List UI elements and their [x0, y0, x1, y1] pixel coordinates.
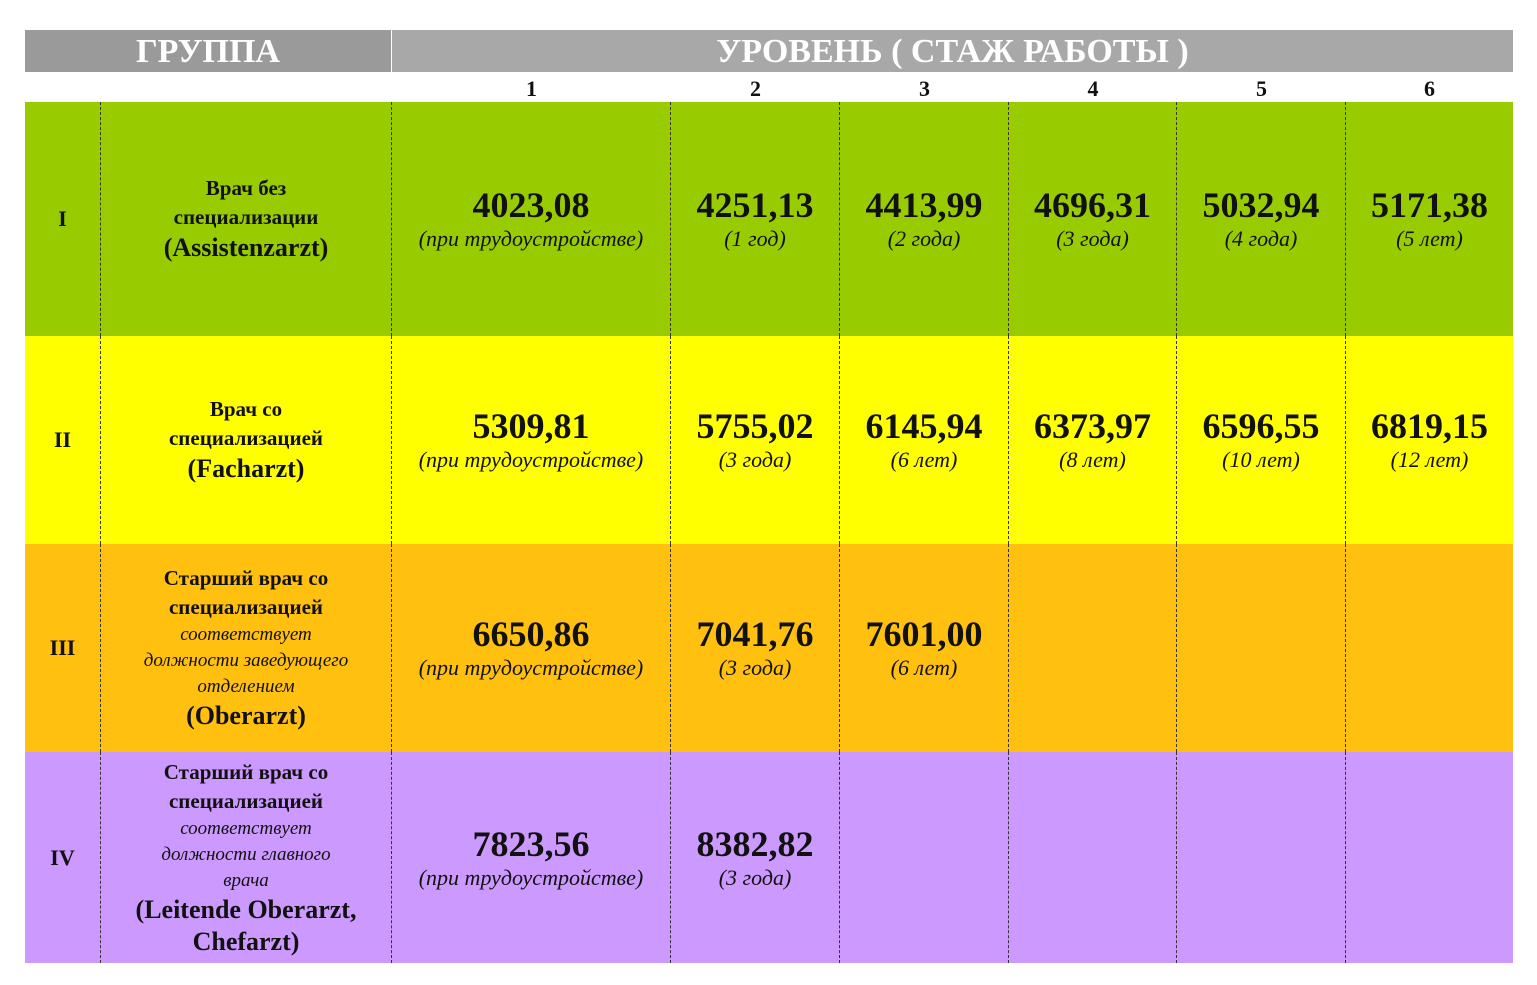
salary-cell-level-5: [1177, 752, 1346, 963]
group-roman-numeral: II: [53, 427, 72, 452]
salary-cell-level-1: [392, 544, 671, 752]
group-roman-numeral: IV: [50, 844, 75, 870]
salary-cell-level-1: [392, 752, 671, 963]
group-note-line: врача: [223, 869, 269, 891]
salary-value: 5309,81: [472, 406, 590, 446]
group-note-line: соответствует: [180, 817, 312, 839]
salary-value: 6145,94: [865, 406, 983, 446]
salary-cell-level-5: [1177, 102, 1346, 336]
salary-cell-level-3: [840, 544, 1009, 752]
group-latin-name: Chefarzt): [192, 926, 300, 956]
experience-term: (при трудоустройстве): [418, 226, 644, 251]
group-note-line: соответствует: [180, 624, 312, 645]
salary-value: 5032,94: [1202, 185, 1320, 225]
group-description-cell: [101, 752, 392, 963]
experience-term: (3 года): [718, 447, 792, 472]
group-latin-name: (Facharzt): [187, 454, 305, 483]
salary-value: 4251,13: [696, 185, 814, 225]
salary-cell-level-3: [840, 102, 1009, 336]
salary-cell-level-1: [392, 336, 671, 544]
level-number-2: 2: [750, 76, 761, 101]
experience-term: (8 лет): [1059, 447, 1126, 472]
salary-cell-level-3: [840, 336, 1009, 544]
salary-value: 6373,97: [1034, 406, 1151, 446]
group-roman-numeral: I: [58, 206, 67, 231]
level-number-4: 4: [1087, 76, 1099, 101]
salary-cell-level-6: [1346, 336, 1513, 544]
group-number-cell: [25, 336, 101, 544]
salary-value: 8382,82: [696, 823, 814, 864]
experience-term: (12 лет): [1390, 447, 1469, 472]
salary-cell-level-6: [1346, 544, 1513, 752]
group-latin-name: (Oberarzt): [186, 701, 306, 730]
group-description-cell: [101, 544, 392, 752]
level-number-6: 6: [1424, 76, 1435, 101]
level-number-1: 1: [526, 76, 537, 101]
salary-value: 6819,15: [1371, 406, 1488, 446]
salary-value: 7823,56: [472, 823, 590, 864]
group-title-line: специализацией: [168, 595, 324, 619]
salary-value: 4696,31: [1034, 185, 1151, 225]
salary-cell-level-4: [1009, 336, 1177, 544]
group-number-cell: [25, 102, 101, 336]
group-title-line: специализации: [173, 205, 319, 229]
level-number-5: 5: [1256, 76, 1267, 101]
experience-term: (3 года): [1056, 226, 1129, 251]
experience-term: (1 год): [724, 226, 786, 251]
group-number-cell: [25, 752, 101, 963]
experience-term: (6 лет): [890, 447, 958, 472]
salary-cell-level-2: [671, 336, 840, 544]
salary-cell-level-1: [392, 102, 671, 336]
experience-term: (при трудоустройстве): [418, 655, 644, 680]
salary-cell-level-4: [1009, 752, 1177, 963]
experience-term: (при трудоустройстве): [418, 447, 644, 472]
salary-value: 6650,86: [472, 614, 590, 654]
experience-term: (4 года): [1224, 226, 1298, 251]
group-note-line: должности главного: [161, 843, 331, 865]
salary-value: 6596,55: [1202, 406, 1320, 446]
group-title-line: Врач со: [209, 397, 283, 421]
salary-cell-level-2: [671, 752, 840, 963]
group-latin-name: (Assistenzarzt): [163, 233, 329, 262]
level-header: УРОВЕНЬ ( СТАЖ РАБОТЫ ): [392, 30, 1513, 72]
group-title-line: Врач без: [205, 176, 287, 200]
salary-value: 7041,76: [696, 614, 814, 654]
salary-value: 7601,00: [865, 614, 983, 654]
salary-cell-level-6: [1346, 752, 1513, 963]
salary-cell-level-2: [671, 544, 840, 752]
experience-term: (2 года): [887, 226, 961, 251]
group-roman-numeral: III: [49, 635, 76, 660]
salary-cell-level-3: [840, 752, 1009, 963]
group-title-line: Старший врач со: [163, 566, 329, 590]
salary-value: 4413,99: [865, 185, 983, 225]
group-title-line: Старший врач со: [163, 759, 329, 784]
group-description-cell: [101, 102, 392, 336]
experience-term: (10 лет): [1222, 447, 1300, 472]
salary-cell-level-4: [1009, 102, 1177, 336]
salary-cell-level-2: [671, 102, 840, 336]
experience-term: (6 лет): [890, 655, 958, 680]
salary-value: 5171,38: [1371, 185, 1488, 225]
salary-value: 5755,02: [696, 406, 814, 446]
group-note-line: должности заведующего: [143, 650, 349, 671]
salary-value: 4023,08: [472, 185, 590, 225]
table-row: [25, 752, 1513, 963]
group-header: ГРУППА: [25, 30, 391, 72]
experience-term: (3 года): [718, 655, 792, 680]
group-number-cell: [25, 544, 101, 752]
salary-cell-level-5: [1177, 336, 1346, 544]
table-row: [25, 336, 1513, 544]
group-title-line: специализацией: [168, 788, 324, 813]
experience-term: (при трудоустройстве): [418, 864, 644, 890]
group-description-cell: [101, 336, 392, 544]
level-number-3: 3: [919, 76, 930, 101]
level-numbers-row: [25, 72, 1513, 102]
salary-cell-level-6: [1346, 102, 1513, 336]
salary-cell-level-4: [1009, 544, 1177, 752]
group-note-line: отделением: [197, 676, 295, 697]
table-row: [25, 544, 1513, 752]
experience-term: (5 лет): [1396, 226, 1463, 251]
table-row: [25, 102, 1513, 336]
experience-term: (3 года): [718, 864, 792, 890]
salary-cell-level-5: [1177, 544, 1346, 752]
group-title-line: специализацией: [168, 426, 324, 450]
group-latin-name: (Leitende Oberarzt,: [135, 894, 357, 924]
